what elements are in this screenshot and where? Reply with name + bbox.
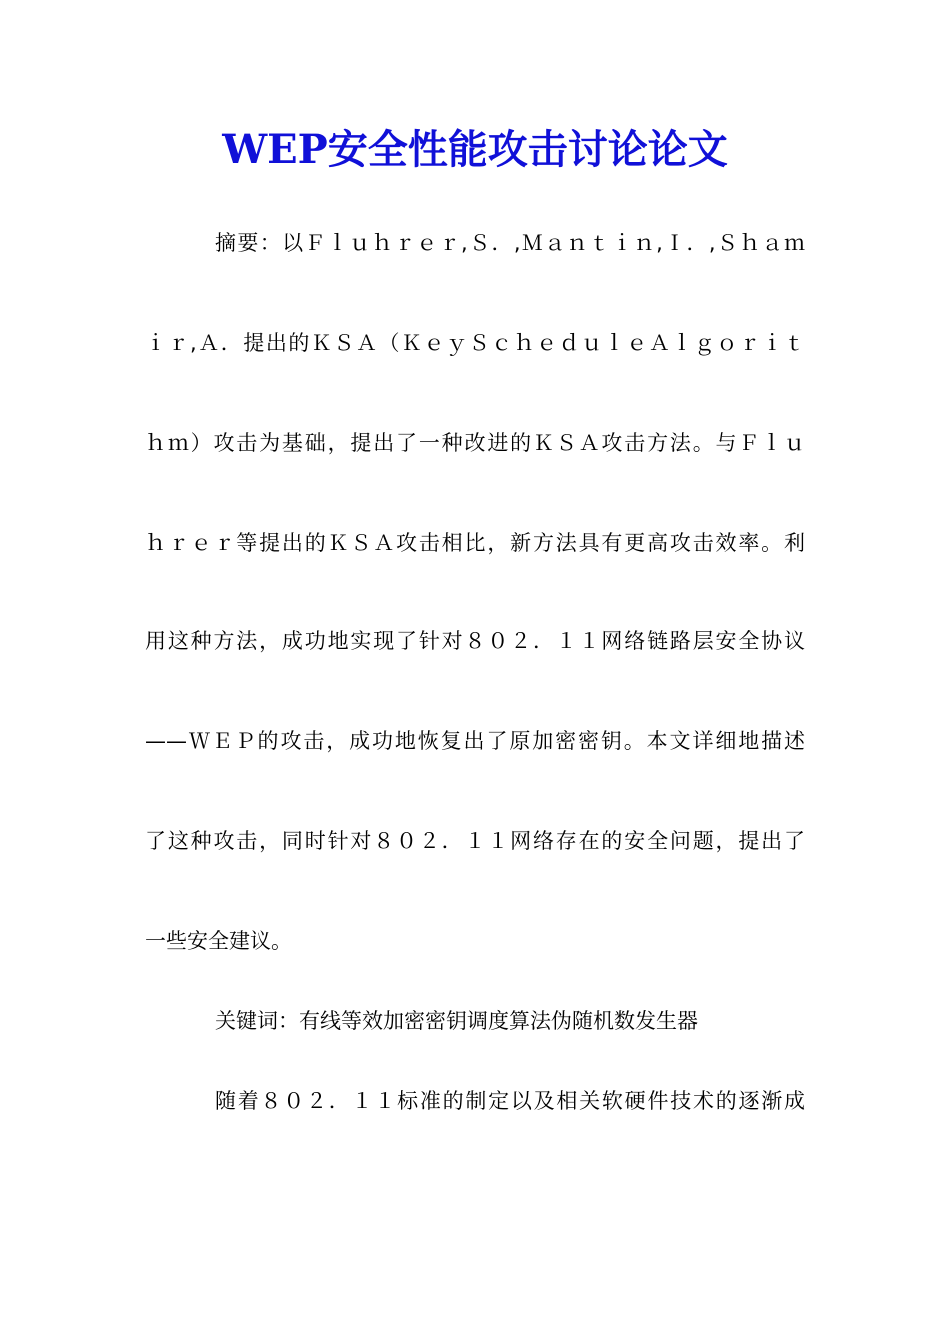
body-paragraph-line: 随着８０２．１１标准的制定以及相关软硬件技术的逐渐成 <box>215 1089 805 1113</box>
abstract-line-1: 摘要：以Ｆｌｕｈｒｅｒ,Ｓ．,Ｍａｎｔｉｎ,Ｉ．,Ｓｈａｍ <box>215 231 805 255</box>
document-title: WEP安全性能攻击讨论论文 <box>222 126 728 173</box>
abstract-line-5: 用这种方法，成功地实现了针对８０２．１１网络链路层安全协议 <box>145 629 805 653</box>
keywords-line: 关键词：有线等效加密密钥调度算法伪随机数发生器 <box>215 1009 698 1033</box>
abstract-line-3: ｈｍ）攻击为基础，提出了一种改进的ＫＳＡ攻击方法。与Ｆｌｕ <box>145 431 805 455</box>
abstract-line-2: ｉｒ,Ａ．提出的ＫＳＡ（ＫｅｙＳｃｈｅｄｕｌｅＡｌｇｏｒｉｔ <box>145 331 805 355</box>
abstract-line-4: ｈｒｅｒ等提出的ＫＳＡ攻击相比，新方法具有更高攻击效率。利 <box>145 531 805 555</box>
abstract-line-8: 一些安全建议。 <box>145 929 292 953</box>
abstract-line-6: ——ＷＥＰ的攻击，成功地恢复出了原加密密钥。本文详细地描述 <box>145 729 805 753</box>
abstract-line-7: 了这种攻击，同时针对８０２．１１网络存在的安全问题，提出了 <box>145 829 805 853</box>
